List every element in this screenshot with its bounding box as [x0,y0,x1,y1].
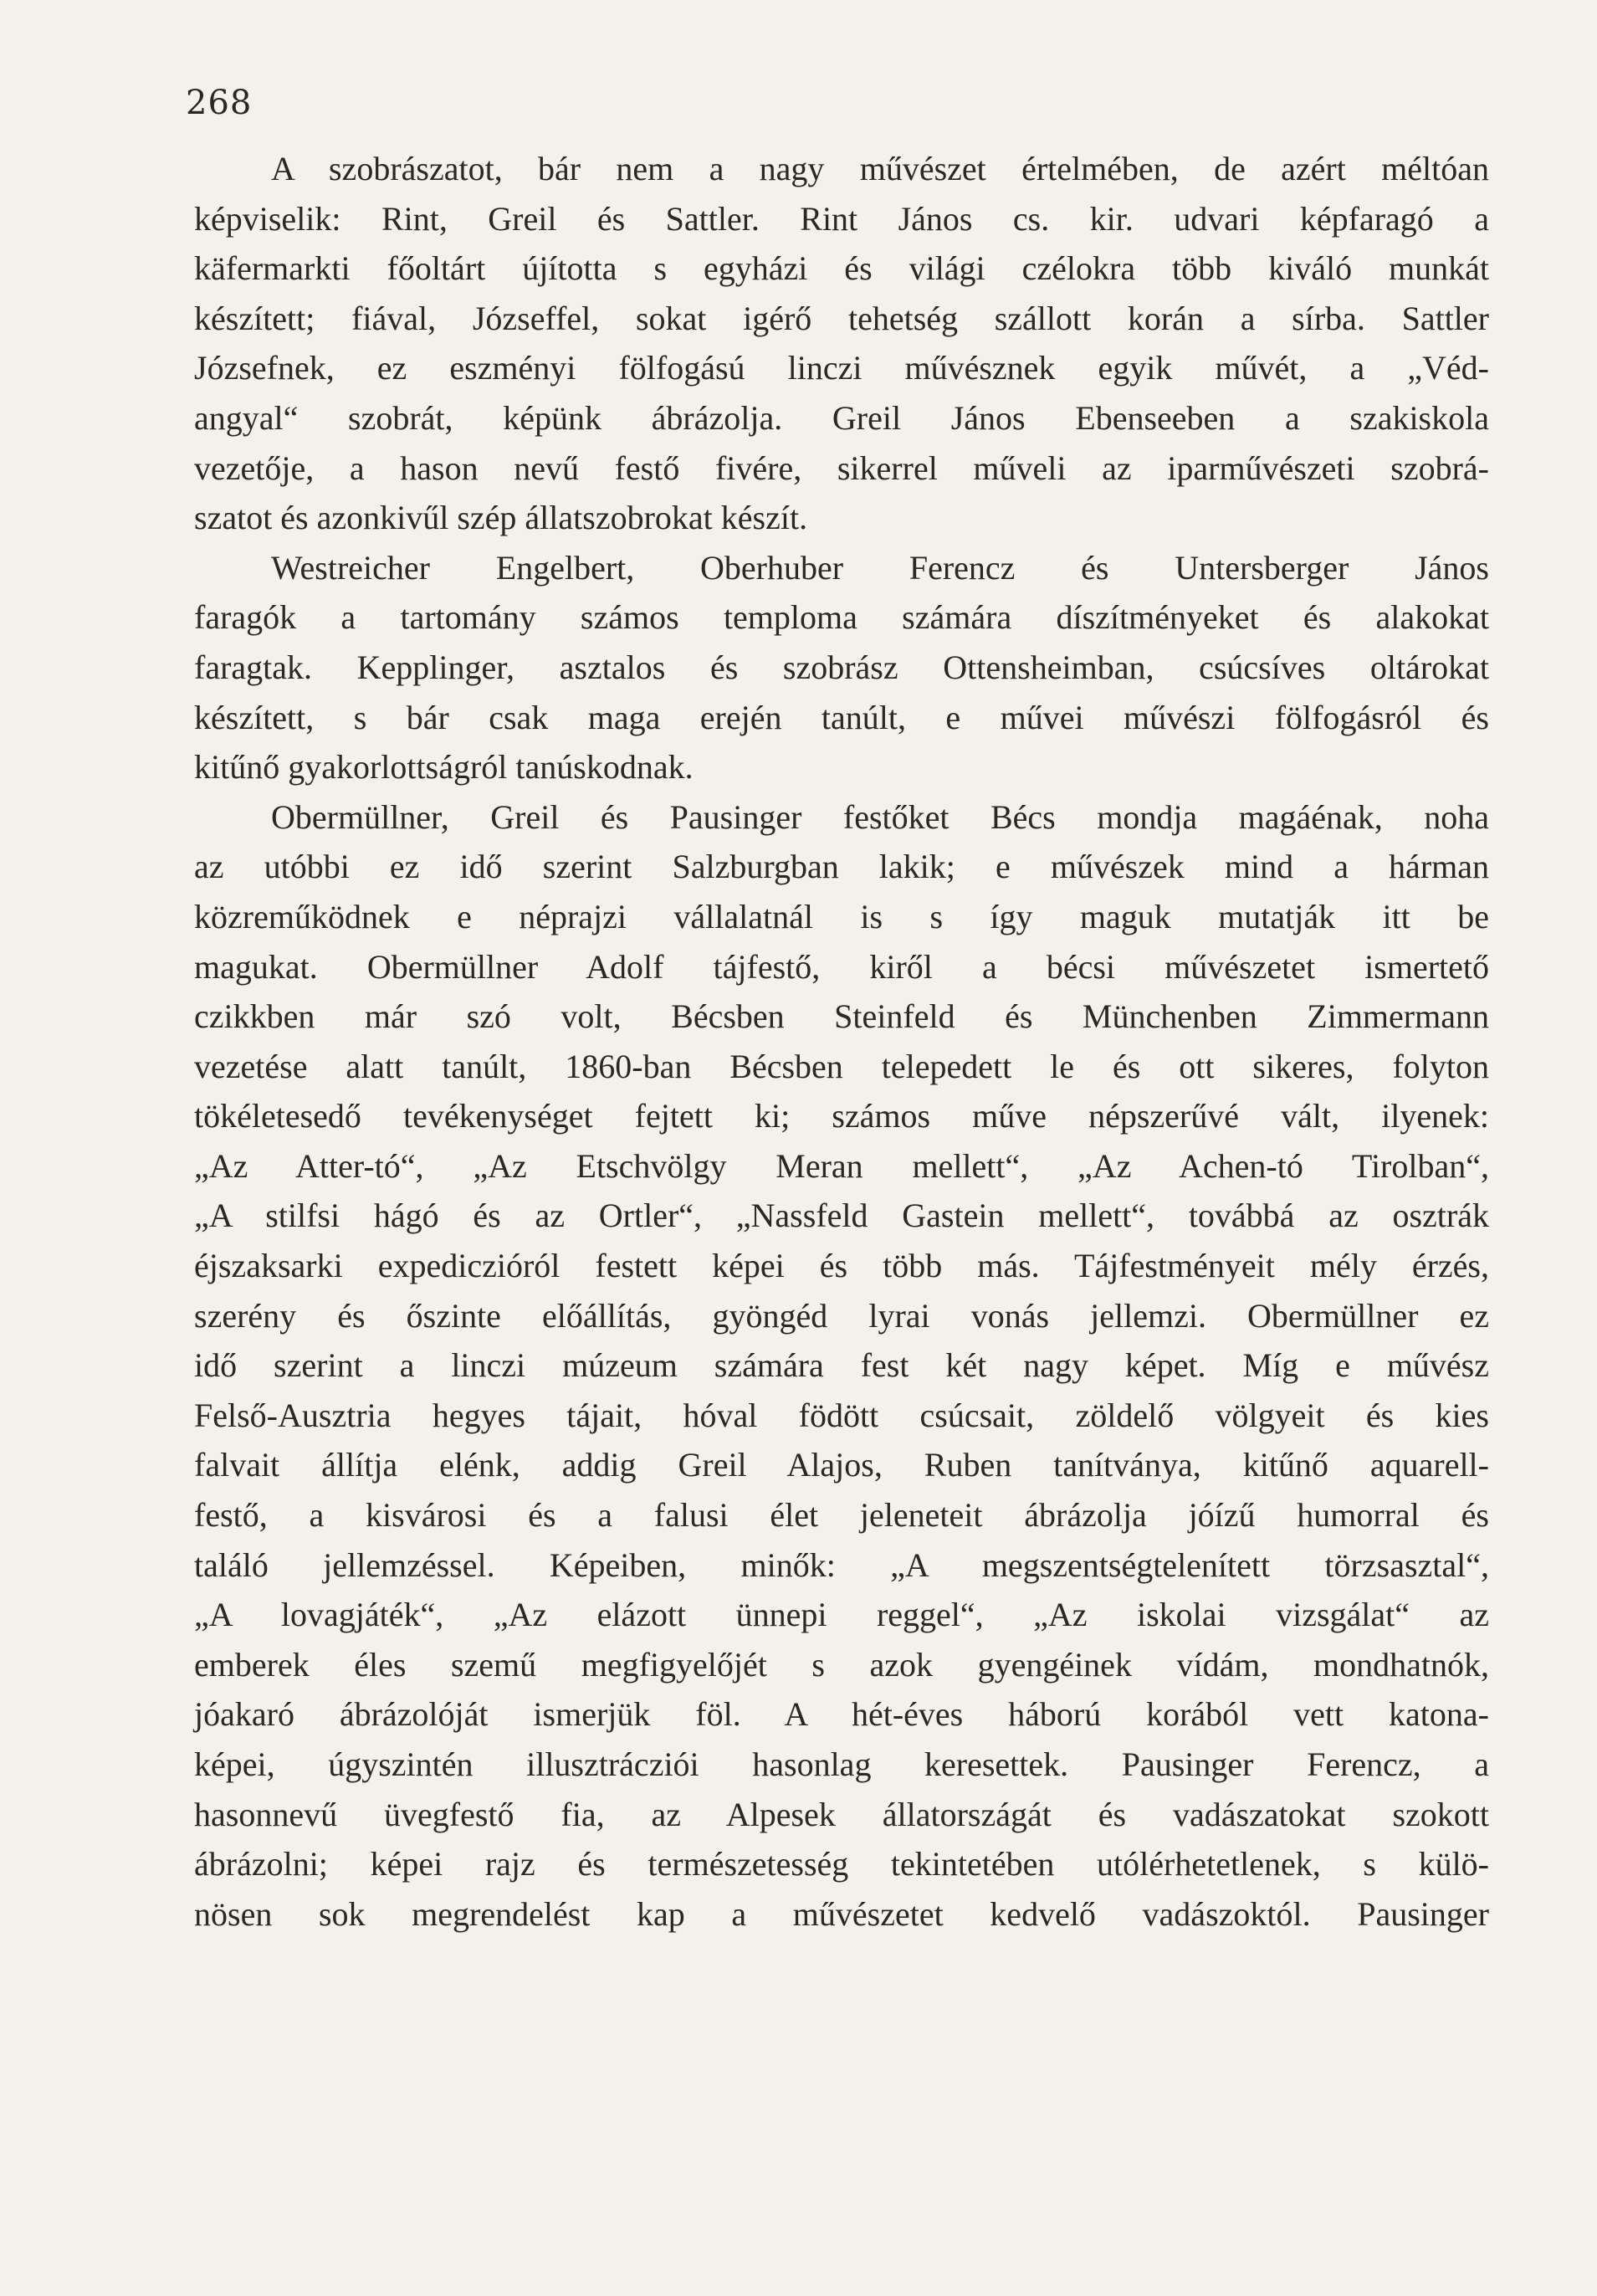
paragraph-3 [194,792,1489,1940]
body-text [194,144,1489,1939]
text-line: tökéletesedő tevékenységet fejtett ki; számos műve népszerűvé vált, ilyenek: [194,1097,1489,1135]
text-line: vezetője, a hason nevű festő fivére, sikerrel műveli az iparművészeti szobrá- [194,448,1489,487]
text-line: emberek éles szemű megfigyelőjét s azok gyengéinek vídám, mondhatnók, [194,1645,1489,1684]
paragraph-1 [194,144,1489,543]
text-line: Józsefnek, ez eszményi fölfogású linczi művésznek egyik művét, a „Véd- [194,349,1489,387]
text-line: Westreicher Engelbert, Oberhuber Ferencz és Untersberger János [271,548,1489,587]
text-line: kitűnő gyakorlottságról tanúskodnak. [194,748,694,787]
text-line: nösen sok megrendelést kap a művészetet kedvelő vadászoktól. Pausinger [194,1894,1489,1933]
text-line: czikkben már szó volt, Bécsben Steinfeld és Münchenben Zimmermann [194,997,1489,1036]
text-line: ábrázolni; képei rajz és természetesség tekintetében utólérhetetlenek, s külö- [194,1845,1489,1883]
text-line: „Az Atter-tó“, „Az Etschvölgy Meran mellett“, „Az Achen-tó Tirolban“, [194,1146,1489,1185]
text-line: készített, s bár csak maga erején tanúlt, e művei művészi fölfogásról és [194,698,1489,736]
text-line: falvait állítja elénk, addig Greil Alajos, Ruben tanítványa, kitűnő aquarell- [194,1446,1489,1484]
text-line: képviselik: Rint, Greil és Sattler. Rint János cs. kir. udvari képfaragó a [194,199,1489,238]
text-line: vezetése alatt tanúlt, 1860-ban Bécsben telepedett le és ott sikeres, folyton [194,1047,1489,1085]
text-line: Felső-Ausztria hegyes tájait, hóval födött csúcsait, zöldelő völgyeit és kies [194,1396,1489,1434]
text-line: képei, úgyszintén illusztrácziói hasonlag keresettek. Pausinger Ferencz, a [194,1745,1489,1783]
text-line: „A stilfsi hágó és az Ortler“, „Nassfeld Gastein mellett“, továbbá az osztrák [194,1197,1489,1235]
page-number: 268 [186,84,253,122]
text-line: éjszaksarki expediczióról festett képei és több más. Tájfestményeit mély érzés, [194,1247,1489,1285]
text-line: jóakaró ábrázolóját ismerjük föl. A hét-éves háború korából vett katona- [194,1695,1489,1734]
text-line: találó jellemzéssel. Képeiben, minők: „A megszentségtelenített törzsasztal“, [194,1545,1489,1584]
text-line: hasonnevű üvegfestő fia, az Alpesek állatországát és vadászatokat szokott [194,1795,1489,1833]
text-line: käfermarkti főoltárt újította s egyházi és világi czélokra több kiváló munkát [194,249,1489,288]
text-line: közreműködnek e néprajzi vállalatnál is s így maguk mutatják itt be [194,897,1489,935]
text-line: szerény és őszinte előállítás, gyöngéd lyrai vonás jellemzi. Obermüllner ez [194,1296,1489,1335]
text-line: idő szerint a linczi múzeum számára fest két nagy képet. Míg e művész [194,1346,1489,1385]
text-line: A szobrászatot, bár nem a nagy művészet értelmében, de azért méltóan [271,150,1489,187]
text-line: faragtak. Kepplinger, asztalos és szobrász Ottensheimban, csúcsíves oltárokat [194,648,1489,686]
text-line: faragók a tartomány számos temploma számára díszítményeket és alakokat [194,598,1489,637]
text-line: festő, a kisvárosi és a falusi élet jeleneteit ábrázolja jóízű humorral és [194,1496,1489,1535]
text-line: az utóbbi ez idő szerint Salzburgban lakik; e művészek mind a hárman [194,848,1489,886]
text-line: „A lovagjáték“, „Az elázott ünnepi reggel“, „Az iskolai vizsgálat“ az [194,1596,1489,1634]
text-line: angyal“ szobrát, képünk ábrázolja. Greil János Ebenseeben a szakiskola [194,398,1489,437]
text-line: magukat. Obermüllner Adolf tájfestő, kiről a bécsi művészetet ismertető [194,947,1489,986]
text-line: szatot és azonkivűl szép állatszobrokat készít. [194,499,808,537]
text-line: Obermüllner, Greil és Pausinger festőket Bécs mondja magáénak, noha [271,797,1489,836]
paragraph-2 [194,543,1489,792]
text-line: készített; fiával, Józseffel, sokat igérő tehetség szállott korán a sírba. Sattler [194,299,1489,337]
